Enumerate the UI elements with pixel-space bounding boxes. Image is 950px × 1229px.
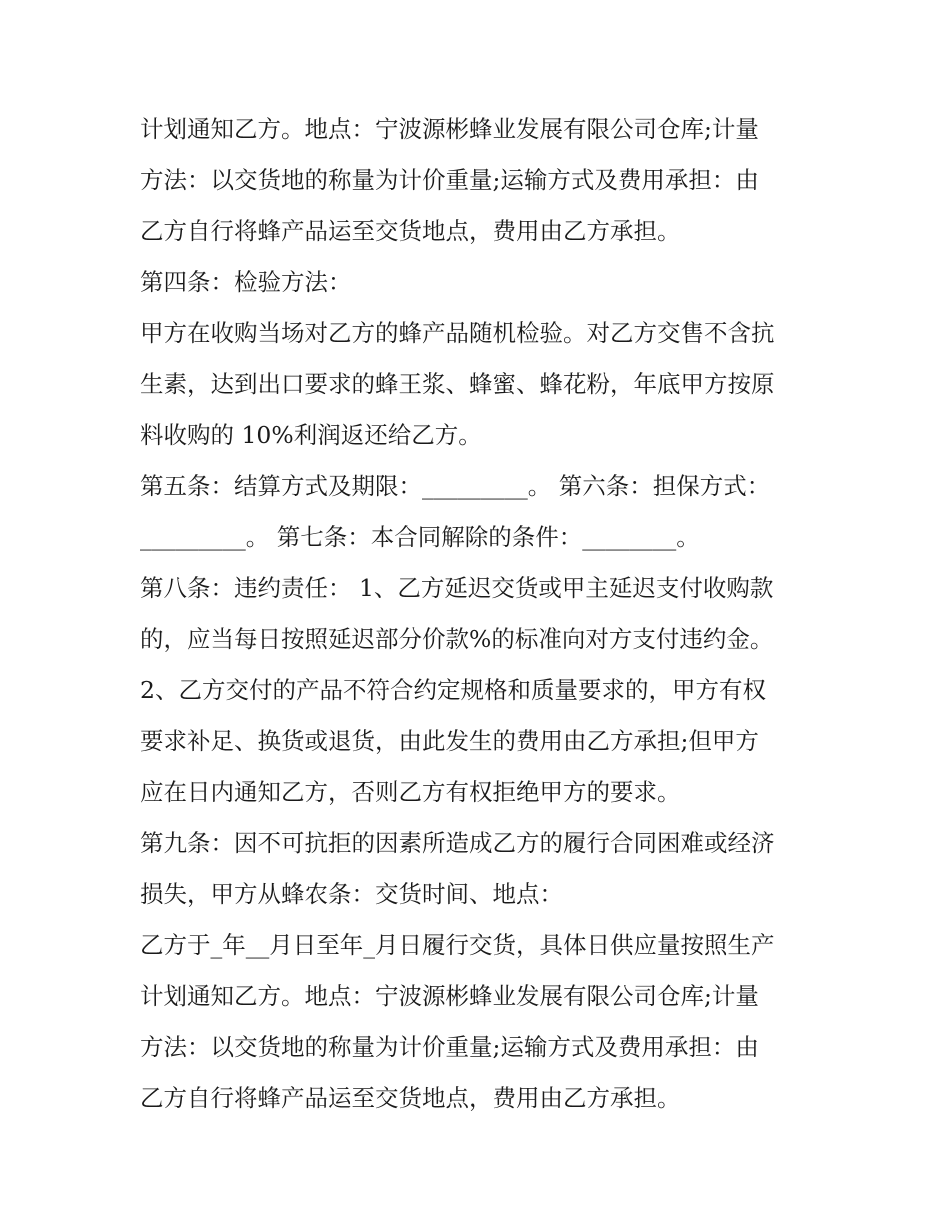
- text-line: 损失，甲方从蜂农条：交货时间、地点：: [140, 880, 563, 908]
- text-line: 2、乙方交付的产品不符合约定规格和质量要求的，甲方有权: [140, 676, 766, 704]
- text-line: 第九条：因不可抗拒的因素所造成乙方的履行合同困难或经济: [140, 829, 775, 857]
- section-heading: 第四条：检验方法：: [140, 268, 352, 296]
- text-line: 乙方自行将蜂产品运至交货地点，费用由乙方承担。: [140, 217, 681, 245]
- text-line: 计划通知乙方。地点：宁波源彬蜂业发展有限公司仓库;计量: [140, 982, 759, 1010]
- text-line: 生素，达到出口要求的蜂王浆、蜂蜜、蜂花粉，年底甲方按原: [140, 370, 775, 398]
- text-line: 甲方在收购当场对乙方的蜂产品随机检验。对乙方交售不含抗: [140, 319, 775, 347]
- text-line: 乙方自行将蜂产品运至交货地点，费用由乙方承担。: [140, 1084, 681, 1112]
- text-line: 乙方于_年__月日至年_月日履行交货，具体日供应量按照生产: [140, 931, 775, 959]
- text-line: 第八条：违约责任： 1、乙方延迟交货或甲主延迟支付收购款: [140, 574, 774, 602]
- text-line: 应在日内通知乙方，否则乙方有权拒绝甲方的要求。: [140, 778, 681, 806]
- text-line: 要求补足、换货或退货，由此发生的费用由乙方承担;但甲方: [140, 727, 759, 755]
- text-line: 的，应当每日按照延迟部分价款%的标准向对方支付违约金。: [140, 625, 774, 653]
- text-line: _________。 第七条：本合同解除的条件：________。: [140, 523, 700, 551]
- text-line: 方法：以交货地的称量为计价重量;运输方式及费用承担：由: [140, 166, 759, 194]
- text-line: 料收购的 10%利润返还给乙方。: [140, 421, 482, 449]
- text-line: 计划通知乙方。地点：宁波源彬蜂业发展有限公司仓库;计量: [140, 115, 759, 143]
- text-line: 方法：以交货地的称量为计价重量;运输方式及费用承担：由: [140, 1033, 759, 1061]
- text-line: 第五条：结算方式及期限：_________。 第六条：担保方式：: [140, 472, 771, 500]
